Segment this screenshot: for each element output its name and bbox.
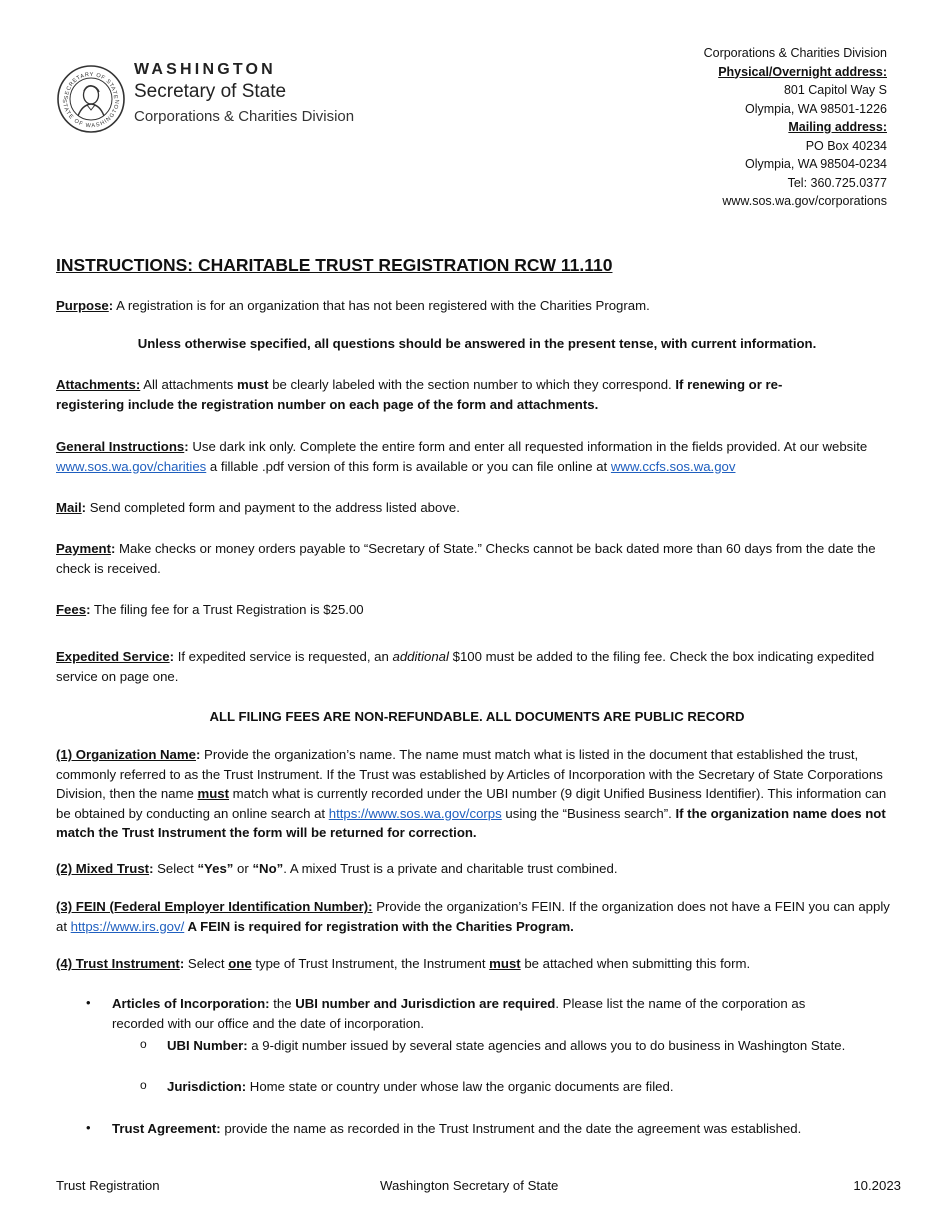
mailing-address-label: Mailing address: (788, 120, 887, 134)
trust-agreement-item: Trust Agreement: provide the name as recorded in the Trust Instrument and the date the agreement was established. (112, 1121, 802, 1136)
ubi-label: UBI Number: (167, 1038, 248, 1053)
purpose-label: Purpose (56, 298, 109, 313)
attachments-label: Attachments: (56, 377, 141, 392)
footer-version: 10.2023 (853, 1178, 901, 1193)
website: www.sos.wa.gov/corporations (722, 194, 887, 208)
irs-link[interactable]: https://www.irs.gov/ (70, 918, 185, 934)
section-3-label: (3) FEIN (Federal Employer Identification Number): (56, 899, 373, 914)
fees-paragraph: Fees: The filing fee for a Trust Registration is $25.00 (56, 602, 364, 617)
telephone: Tel: 360.725.0377 (787, 175, 887, 190)
sub-bullet-jurisdiction: o (140, 1078, 147, 1092)
mail-paragraph: Mail: Send completed form and payment to the address listed above. (56, 500, 460, 515)
ccfs-online-filing-link[interactable]: www.ccfs.sos.wa.gov (610, 458, 736, 474)
physical-address-line1: 801 Capitol Way S (783, 83, 887, 97)
footer-agency: Washington Secretary of State (380, 1178, 559, 1193)
payment-label: Payment (56, 541, 111, 556)
logo-state: WASHINGTON (134, 61, 276, 78)
mailing-address-line2: Olympia, WA 98504-0234 (745, 157, 887, 171)
bullet-trust-agreement: • (86, 1120, 91, 1135)
sos-logo (56, 60, 386, 140)
section-4-label: (4) Trust Instrument (56, 956, 180, 971)
trust-agreement-label: Trust Agreement: (112, 1121, 221, 1136)
corps-search-link[interactable]: https://www.sos.wa.gov/corps (328, 805, 502, 821)
section-2-mixed-trust: (2) Mixed Trust: Select “Yes” or “No”. A mixed Trust is a private and charitable trust combined. (56, 861, 618, 876)
fees-label: Fees (56, 602, 87, 617)
charities-website-link[interactable]: www.sos.wa.gov/charities (56, 458, 207, 474)
sub-bullet-ubi: o (140, 1037, 147, 1051)
mail-label: Mail (56, 500, 82, 515)
ubi-number-item: UBI Number: a 9-digit number issued by several state agencies and allows you to do business in Washington State. (167, 1038, 846, 1053)
section-1-organization-name: (1) Organization Name: Provide the organization’s name. The name must match what is listed in the document that established the trust, commonly referred to as the Trust Instrument. If the Trust was established by Articles of Incorporation with the Secretary of State Corporations Division, then the name must match what is currently recorded under the UBI number (9 digit Unified Business Identifier). This information can be obtained by conducting an online search at https://www.sos.wa.gov/corps using the “Business search”. If the organization name does not match the Trust Instrument the form will be returned for correction. (56, 747, 887, 840)
section-4-trust-instrument: (4) Trust Instrument: Select one type of Trust Instrument, the Instrument must be attached when submitting this form. (56, 956, 751, 971)
physical-address-line2: Olympia, WA 98501-1226 (745, 101, 887, 116)
general-instructions-label: General Instructions (56, 439, 185, 454)
svg-text:SECRETARY OF STATE: SECRETARY OF STATE (63, 71, 119, 100)
section-2-label: (2) Mixed Trust (56, 861, 150, 876)
state-seal-icon (56, 64, 126, 134)
tense-notice: Unless otherwise specified, all questions should be answered in the present tense, with current information. (137, 336, 817, 351)
svg-text:STATE OF WASHINGTON: STATE OF WASHINGTON (60, 98, 122, 130)
general-instructions-paragraph: General Instructions: Use dark ink only. Complete the entire form and enter all requested information in the fields provided. At our website www.sos.wa.gov/charities a fillable .pdf version of this form is available or you can file online at www.ccfs.sos.wa.gov (56, 439, 868, 474)
expedited-service-label: Expedited Service (56, 649, 170, 664)
payment-paragraph: Payment: Make checks or money orders payable to “Secretary of State.” Checks cannot be back dated more than 60 days from the date the check is received. (56, 541, 876, 576)
logo-division: Corporations & Charities Division (134, 108, 355, 125)
address-division: Corporations & Charities Division (703, 46, 887, 60)
section-1-label: (1) Organization Name (56, 747, 196, 762)
articles-of-incorporation-item: Articles of Incorporation: the UBI number and Jurisdiction are required. Please list the name of the corporation as recorded with our office and the date of incorporation. (112, 996, 806, 1031)
footer-form-name: Trust Registration (56, 1178, 160, 1193)
purpose-paragraph: Purpose: A registration is for an organization that has not been registered with the Charities Program. (56, 298, 650, 313)
attachments-paragraph: Attachments: All attachments must be clearly labeled with the section number to which they correspond. If renewing or re-registering include the registration number on each page of the form and attachments. (56, 377, 783, 412)
expedited-service-paragraph: Expedited Service: If expedited service is requested, an additional $100 must be added to the filing fee. Check the box indicating expedited service on page one. (56, 649, 875, 684)
articles-label: Articles of Incorporation: (112, 996, 270, 1011)
section-3-fein: (3) FEIN (Federal Employer Identification Number): Provide the organization’s FEIN. If the organization does not have a FEIN you can apply at https://www.irs.gov/ A FEIN is required for registration with the Charities Program. (56, 899, 890, 934)
jurisdiction-item: Jurisdiction: Home state or country under whose law the organic documents are filed. (167, 1079, 674, 1094)
jurisdiction-label: Jurisdiction: (167, 1079, 247, 1094)
mailing-address-line1: PO Box 40234 (805, 138, 887, 153)
logo-office: Secretary of State (134, 81, 287, 102)
non-refundable-notice: ALL FILING FEES ARE NON-REFUNDABLE. ALL DOCUMENTS ARE PUBLIC RECORD (209, 709, 745, 724)
logo-text (134, 60, 354, 128)
page-title: INSTRUCTIONS: CHARITABLE TRUST REGISTRATION RCW 11.110 (56, 255, 613, 275)
address-block (704, 44, 887, 211)
physical-address-label: Physical/Overnight address: (718, 64, 887, 79)
bullet-articles: • (86, 995, 91, 1010)
